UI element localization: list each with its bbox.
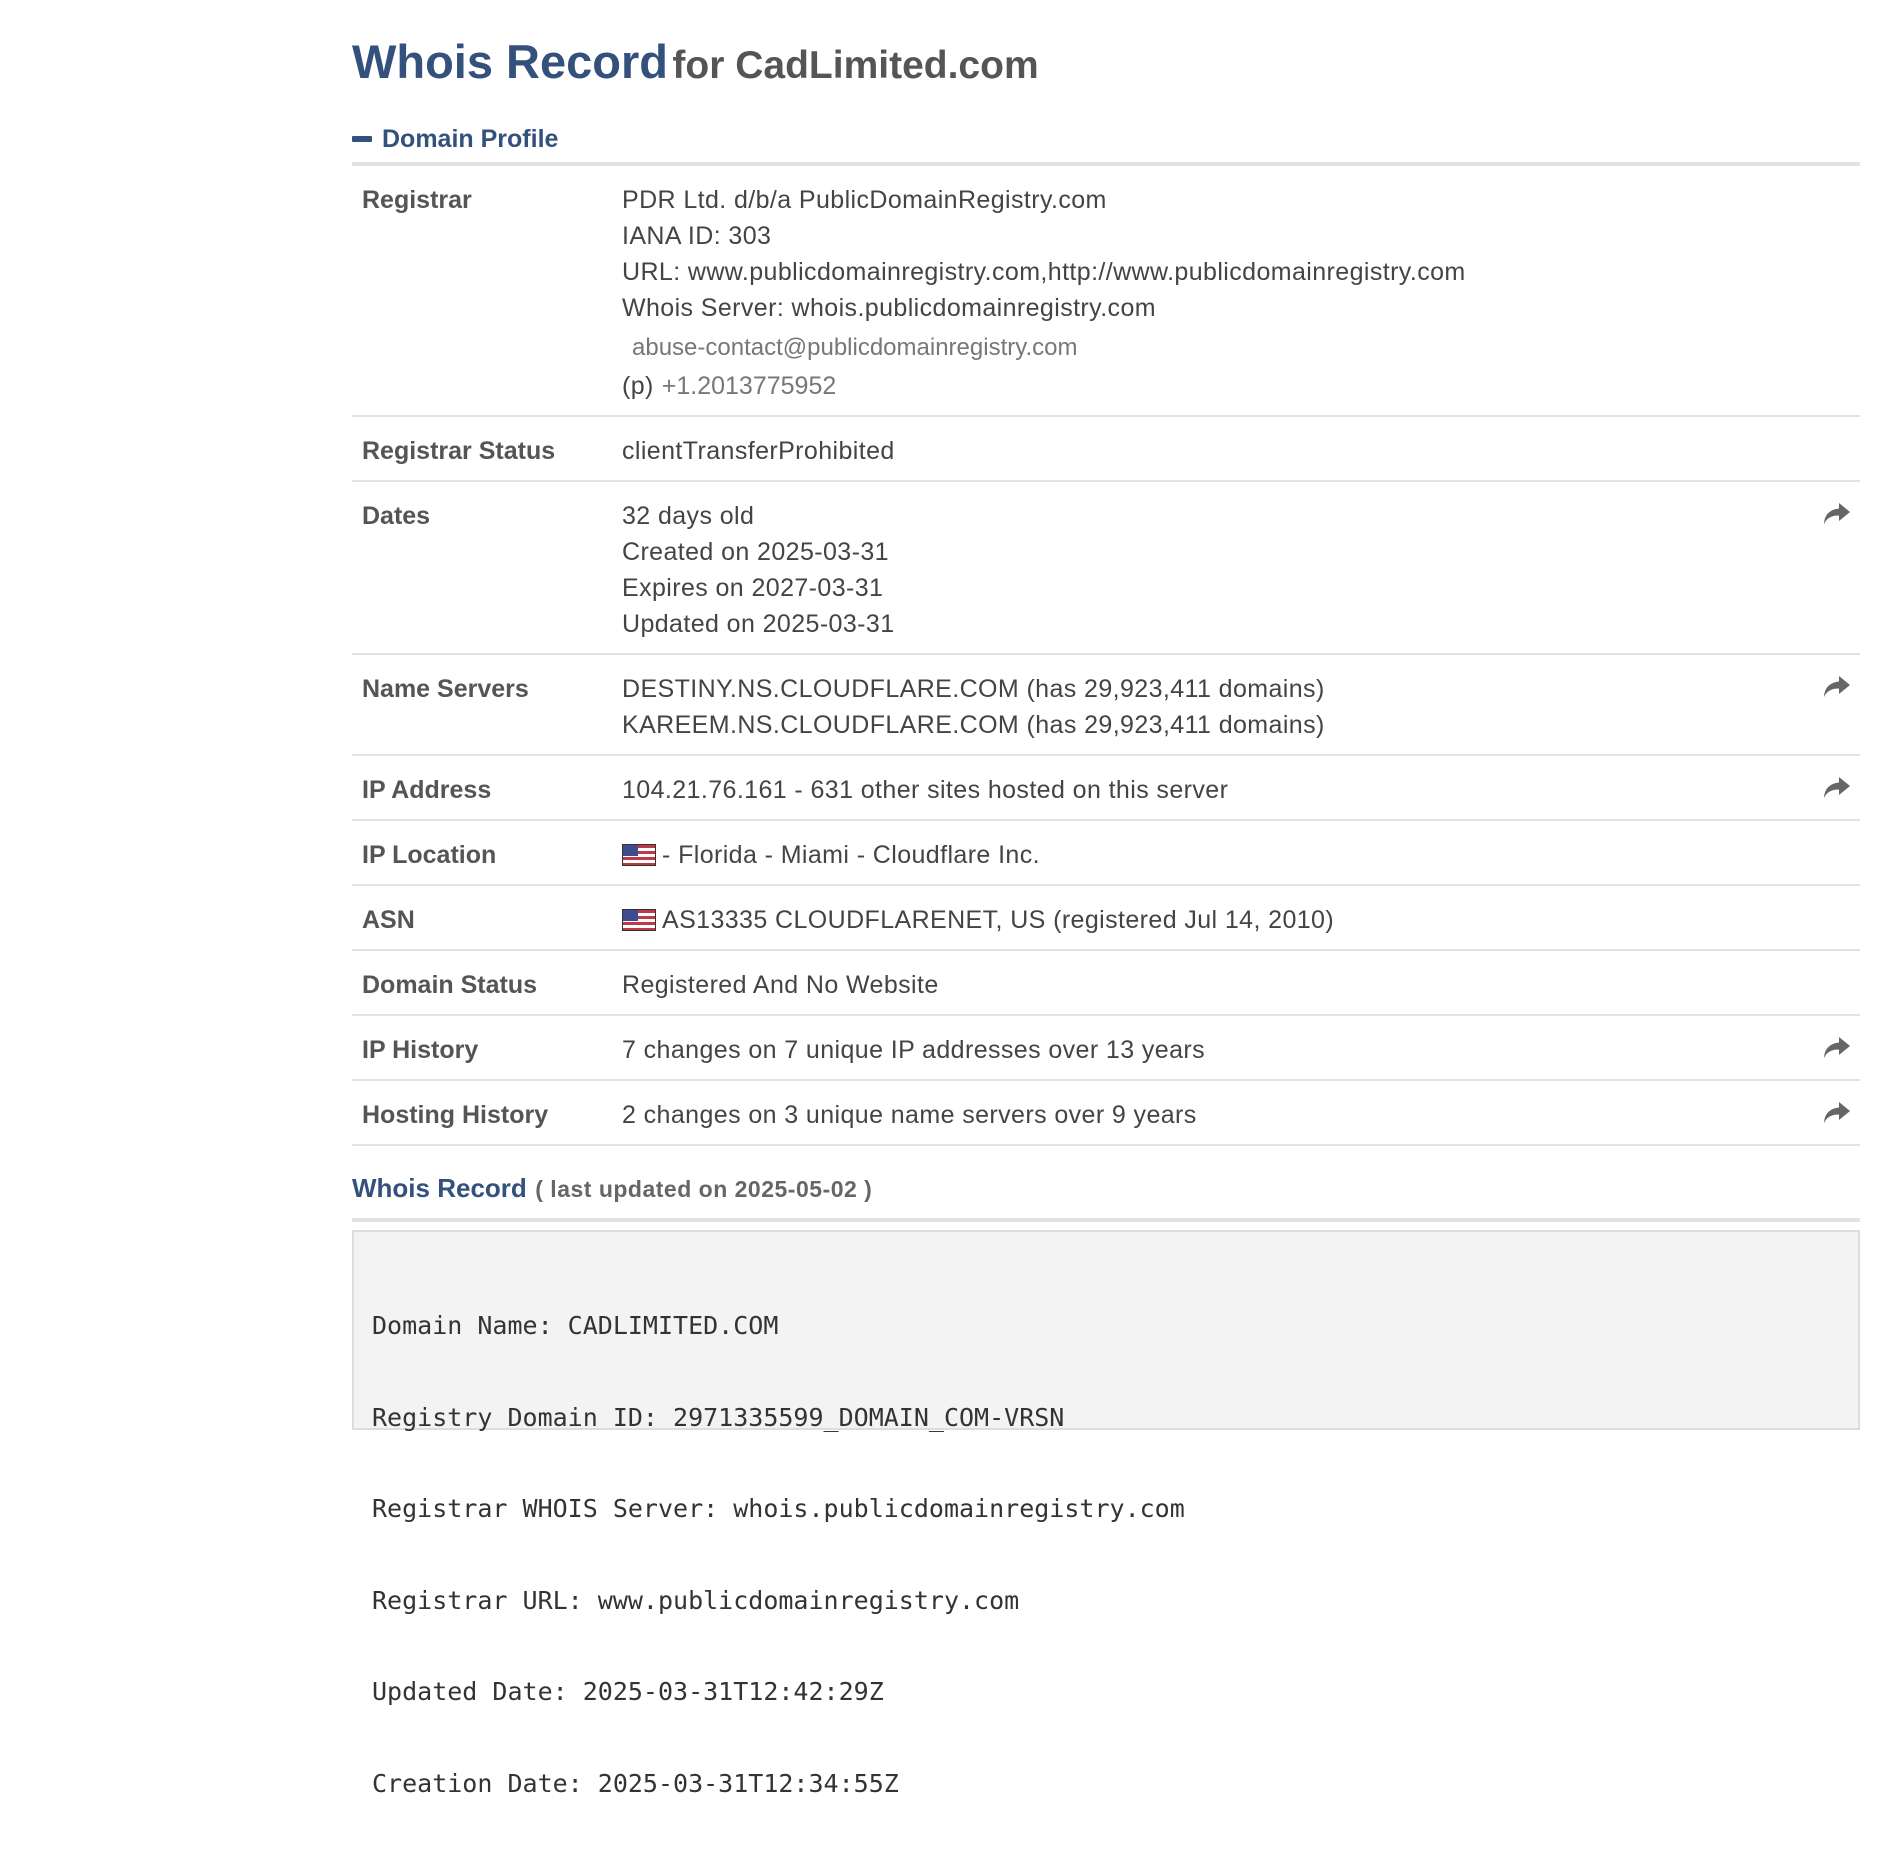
ip-history-label: IP History [362,1036,479,1064]
updated-date: Updated on 2025-03-31 [622,610,895,638]
share-arrow-icon[interactable] [1822,673,1852,701]
ip-location-value [622,837,1860,873]
ip-location-text: - Florida - Miami - Cloudflare Inc. [662,841,1040,869]
profile-row-registrar-status [352,417,1860,482]
dates-label: Dates [362,502,431,530]
ip-history-value: 7 changes on 7 unique IP addresses over 13 years [622,1036,1206,1064]
raw-record-line: Registrar URL: www.publicdomainregistry.com [372,1585,1020,1615]
registrar-whois-server: Whois Server: whois.publicdomainregistry.com [622,294,1156,322]
profile-row-ip-location [352,821,1860,886]
ip-location-label: IP Location [362,841,497,869]
hosting-history-value: 2 changes on 3 unique name servers over 9 years [622,1101,1197,1129]
raw-record-line: Registry Domain ID: 2971335599_DOMAIN_COM-VRSN [372,1402,1065,1432]
domain-status-label: Domain Status [362,971,538,999]
ip-address-label: IP Address [362,776,492,804]
expires-date: Expires on 2027-03-31 [622,574,884,602]
name-servers-label: Name Servers [362,675,529,703]
raw-record-line: Registrar WHOIS Server: whois.publicdomainregistry.com [372,1494,1185,1523]
raw-record-line: Updated Date: 2025-03-31T12:42:29Z [372,1677,884,1706]
share-arrow-icon[interactable] [1822,774,1852,802]
profile-row-registrar [352,166,1860,417]
registrar-name: PDR Ltd. d/b/a PublicDomainRegistry.com [622,186,1107,214]
dates-value [622,498,1860,642]
asn-text: AS13335 CLOUDFLARENET, US (registered Jul 14, 2010) [662,906,1335,934]
whois-record-header [352,1170,1860,1206]
registrar-label: Registrar [362,186,472,214]
profile-row-dates [352,482,1860,655]
share-arrow-icon[interactable] [1822,1034,1852,1062]
domain-age: 32 days old [622,502,755,530]
registrar-status-label: Registrar Status [362,437,556,465]
profile-row-ip-history [352,1016,1860,1081]
share-arrow-icon[interactable] [1822,1099,1852,1127]
domain-status-value: Registered And No Website [622,971,939,999]
registrar-iana: IANA ID: 303 [622,222,772,250]
registrar-abuse-email: abuse-contact@publicdomainregistry.com [632,334,1078,361]
raw-record-line: Domain Name: CADLIMITED.COM [372,1311,779,1340]
page-title-domain: for CadLimited.com [672,44,1039,87]
registrar-phone-line [622,368,1860,404]
name-server-2: KAREEM.NS.CLOUDFLARE.COM (has 29,923,411 domains) [622,711,1325,739]
asn-value [622,902,1860,938]
name-server-1: DESTINY.NS.CLOUDFLARE.COM (has 29,923,411 domains) [622,675,1325,703]
domain-profile-table [352,162,1860,1146]
name-servers-value [622,671,1860,743]
raw-whois-record[interactable] [352,1230,1860,1798]
asn-label: ASN [362,906,415,934]
profile-row-ip-address [352,756,1860,821]
whois-record-updated: ( last updated on 2025-05-02 ) [535,1176,873,1202]
profile-row-domain-status [352,951,1860,1016]
hosting-history-label: Hosting History [362,1101,549,1129]
domain-profile-header[interactable] [352,122,1860,156]
registrar-value [622,182,1860,404]
phone-prefix: (p) [622,372,654,400]
share-arrow-icon[interactable] [1822,500,1852,528]
profile-row-hosting-history [352,1081,1860,1146]
whois-record-title[interactable]: Whois Record [352,1173,527,1203]
whois-page [352,0,1860,1798]
created-date: Created on 2025-03-31 [622,538,889,566]
page-title [352,32,1860,92]
domain-profile-title[interactable]: Domain Profile [382,125,559,153]
registrar-phone: +1.2013775952 [661,372,837,400]
page-title-main: Whois Record [352,35,668,88]
raw-record-line: Creation Date: 2025-03-31T12:34:55Z [372,1768,899,1798]
profile-row-name-servers [352,655,1860,756]
divider [352,1218,1860,1222]
us-flag-icon [622,844,656,866]
ip-address-value: 104.21.76.161 - 631 other sites hosted on this server [622,776,1229,804]
registrar-url: URL: www.publicdomainregistry.com,http://www.publicdomainregistry.com [622,258,1466,286]
us-flag-icon [622,909,656,931]
minus-collapse-icon[interactable] [352,136,372,142]
registrar-status-value: clientTransferProhibited [622,437,895,465]
profile-row-asn [352,886,1860,951]
